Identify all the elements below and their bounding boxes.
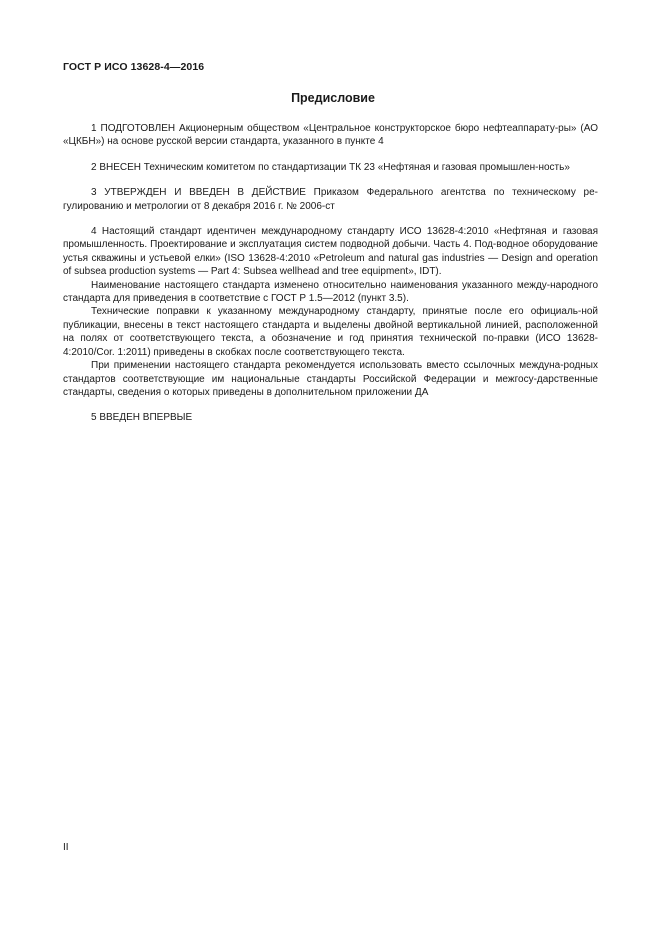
paragraph-technical-corrections: Технические поправки к указанному международному стандарту, принятые после его официаль-ной публикации, внесены в текст настоящего стандарта и выделены двойной вертикальной линией, расположенной на полях от соответствующего текста, а обозначение и год принятия технической по-правки (ИСО 13628-4:2010/Cor. 1:2011) приведены в скобках после соответствующего текста. [63, 306, 598, 358]
paragraph-identical-standard: 4 Настоящий стандарт идентичен международному стандарту ИСО 13628-4:2010 «Нефтяная и газовая промышленность. Проектирование и эксплуатация систем подводной добычи. Часть 4. Под-водное оборудование устья скважины и устьевой елки» (ISO 13628-4:2010 «Petroleum and natural gas industries — Design and operation of subsea production systems — Part 4: Subsea wellhead and tree equipment», IDT). [63, 226, 598, 278]
paragraph-prepared-by: 1 ПОДГОТОВЛЕН Акционерным обществом «Центральное конструкторское бюро нефтеаппарату-ры» (АО «ЦКБН») на основе русской версии стандарта, указанного в пункте 4 [63, 123, 598, 148]
paragraph-application-note: При применении настоящего стандарта рекомендуется использовать вместо ссылочных междуна-родных стандартов соответствующие им национальные стандарты Российской Федерации и межгосу-дарственные стандарты, сведения о которых приведены в дополнительном приложении ДА [63, 360, 598, 398]
foreword-body [63, 122, 598, 425]
page-number: II [63, 842, 69, 853]
paragraph-introduced-first: 5 ВВЕДЕН ВПЕРВЫЕ [91, 412, 193, 424]
document-code: ГОСТ Р ИСО 13628-4—2016 [63, 61, 205, 73]
section-title: Предисловие [291, 91, 375, 105]
paragraph-name-changed: Наименование настоящего стандарта изменено относительно наименования указанного между-народного стандарта для приведения в соответствие с ГОСТ Р 1.5—2012 (пункт 3.5). [63, 279, 598, 305]
paragraph-submitted-by: 2 ВНЕСЕН Техническим комитетом по стандартизации ТК 23 «Нефтяная и газовая промышлен-ность» [91, 161, 570, 173]
paragraph-approved: 3 УТВЕРЖДЕН И ВВЕДЕН В ДЕЙСТВИЕ Приказом Федерального агентства по техническому ре-гулированию и метрологии от 8 декабря 2016 г. № 2006-ст [63, 187, 598, 212]
